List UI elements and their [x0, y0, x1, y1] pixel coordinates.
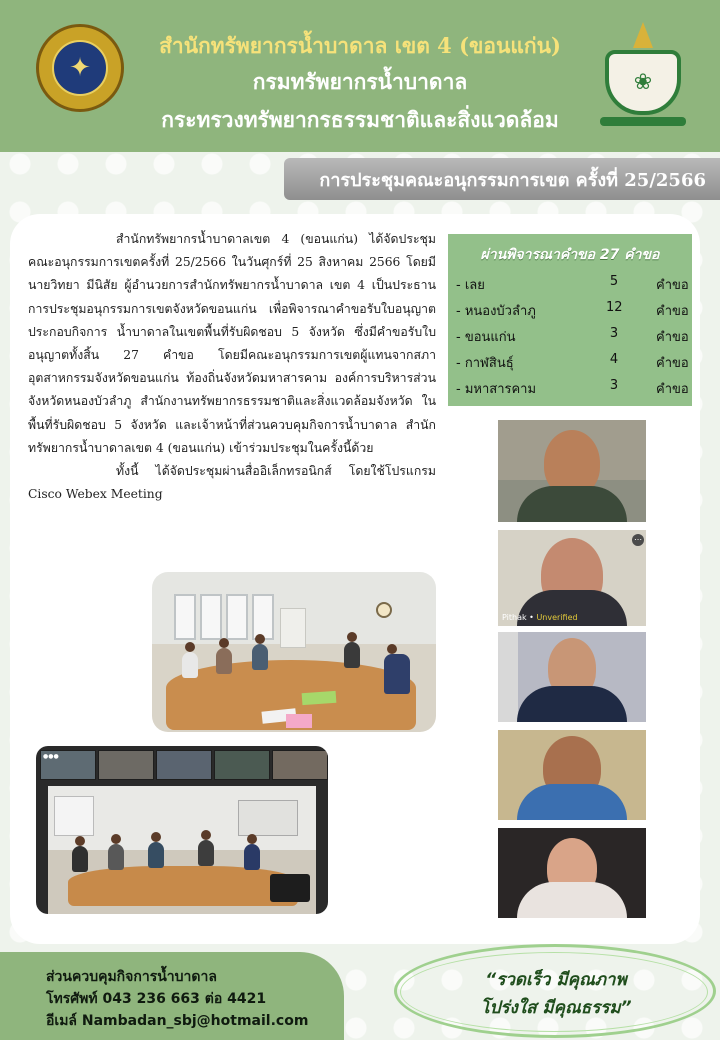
- summary-row: [456, 326, 689, 352]
- news-article: [28, 228, 436, 506]
- more-options-icon[interactable]: ⋯: [634, 535, 642, 544]
- participant-status: Unverified: [536, 613, 578, 622]
- request-unit: คำขอ: [656, 330, 689, 345]
- approval-summary-box: [448, 234, 692, 406]
- office-name: สำนักทรัพยากรน้ำบาดาล เขต 4 (ขอนแก่น): [159, 33, 561, 58]
- summary-row: [456, 352, 689, 378]
- header-banner: [0, 0, 720, 152]
- video-tile-participant-4: [498, 730, 646, 820]
- meeting-title: การประชุมคณะอนุกรรมการเขต ครั้งที่ 25/2566: [319, 169, 706, 191]
- ministry-name: กระทรวงทรัพยากรธรรมชาติและสิ่งแวดล้อม: [161, 107, 559, 132]
- dgr-emblem-icon: ✦: [36, 24, 124, 112]
- province-name: - กาฬสินธุ์: [456, 356, 514, 371]
- meeting-room-photo: [146, 566, 442, 738]
- request-unit: คำขอ: [656, 304, 689, 319]
- request-unit: คำขอ: [656, 382, 689, 397]
- summary-row: [456, 274, 689, 300]
- webex-meeting-screenshot: ●●●: [30, 740, 334, 920]
- meeting-title-bar: [284, 158, 720, 200]
- slogan-line-1: “รวดเร็ว มีคุณภาพ: [485, 970, 627, 990]
- summary-row: [456, 300, 689, 326]
- video-tile-participant-2: [498, 530, 646, 626]
- request-count: 4: [609, 352, 619, 367]
- contact-email: อีเมล์ Nambadan_sbj@hotmail.com: [46, 1013, 309, 1029]
- request-unit: คำขอ: [656, 278, 689, 293]
- province-name: - เลย: [456, 278, 485, 293]
- video-tile-participant-5: [498, 828, 646, 918]
- request-count: 3: [609, 378, 619, 393]
- video-tile-participant-3: [498, 632, 646, 722]
- participant-name-tag: Pithak • Unverified: [502, 613, 578, 622]
- participant-name: Pithak: [502, 613, 527, 622]
- slogan-line-2: โปร่งใส มีคุณธรรม”: [480, 998, 632, 1018]
- approval-summary-title: ผ่านพิจารณาคำขอ 27 คำขอ: [480, 247, 660, 263]
- province-name: - มหาสารคาม: [456, 382, 537, 397]
- mnre-emblem-icon: ❀: [598, 22, 688, 126]
- request-unit: คำขอ: [656, 356, 689, 371]
- request-count: 5: [609, 274, 619, 289]
- article-paragraph-2: ทั้งนี้ ได้จัดประชุมผ่านสื่ออิเล็กทรอนิกส์ โดยใช้โปรแกรม Cisco Webex Meeting: [28, 464, 436, 502]
- contact-unit: ส่วนควบคุมกิจการน้ำบาดาล: [46, 969, 217, 985]
- contact-phone: โทรศัพท์ 043 236 663 ต่อ 4421: [46, 991, 267, 1007]
- article-paragraph-1: สำนักทรัพยากรน้ำบาดาลเขต 4 (ขอนแก่น) ได้จัดประชุมคณะอนุกรรมการเขตครั้งที่ 25/2566 ในวันศุกร์ที่ 25 สิงหาคม 2566 โดยมีนายวิทยา มีนิสัย ผู้อำนวยการสำนักทรัพยากรน้ำบาดาล เขต 4 เป็นประธานการประชุมอนุกรรมการเขตจังหวัดขอนแก่น เพื่อพิจารณาคำขอรับใบอนุญาตประกอบกิจการ น้ำบาดาลในเขตพื้นที่รับผิดชอบ 5 จังหวัด ซึ่งมีคำขอรับใบอนุญาตทั้งสิ้น 27 คำขอ โดยมีคณะอนุกรรมการเขตผู้แทนจากสภาอุตสาหกรรมจังหวัดขอนแก่น ท้องถิ่นจังหวัดมหาสารคาม องค์การบริหารส่วนจังหวัดหนองบัวลำภู สำนักงานทรัพยากรธรรมชาติและสิ่งแวดล้อมจังหวัด ในพื้นที่รับผิดชอบ 5 จังหวัด และเจ้าหน้าที่ส่วนควบคุมกิจการน้ำบาดาล สำนักทรัพยากรน้ำบาดาลเขต 4 (ขอนแก่น) เข้าร่วมประชุมในครั้งนี้ด้วย: [28, 232, 436, 455]
- province-name: - หนองบัวลำภู: [456, 304, 536, 319]
- request-count: 12: [606, 300, 623, 315]
- request-count: 3: [609, 326, 619, 341]
- summary-row: [456, 378, 689, 404]
- department-name: กรมทรัพยากรน้ำบาดาล: [252, 69, 468, 94]
- province-name: - ขอนแก่น: [456, 330, 516, 345]
- video-tile-participant-1: [498, 420, 646, 522]
